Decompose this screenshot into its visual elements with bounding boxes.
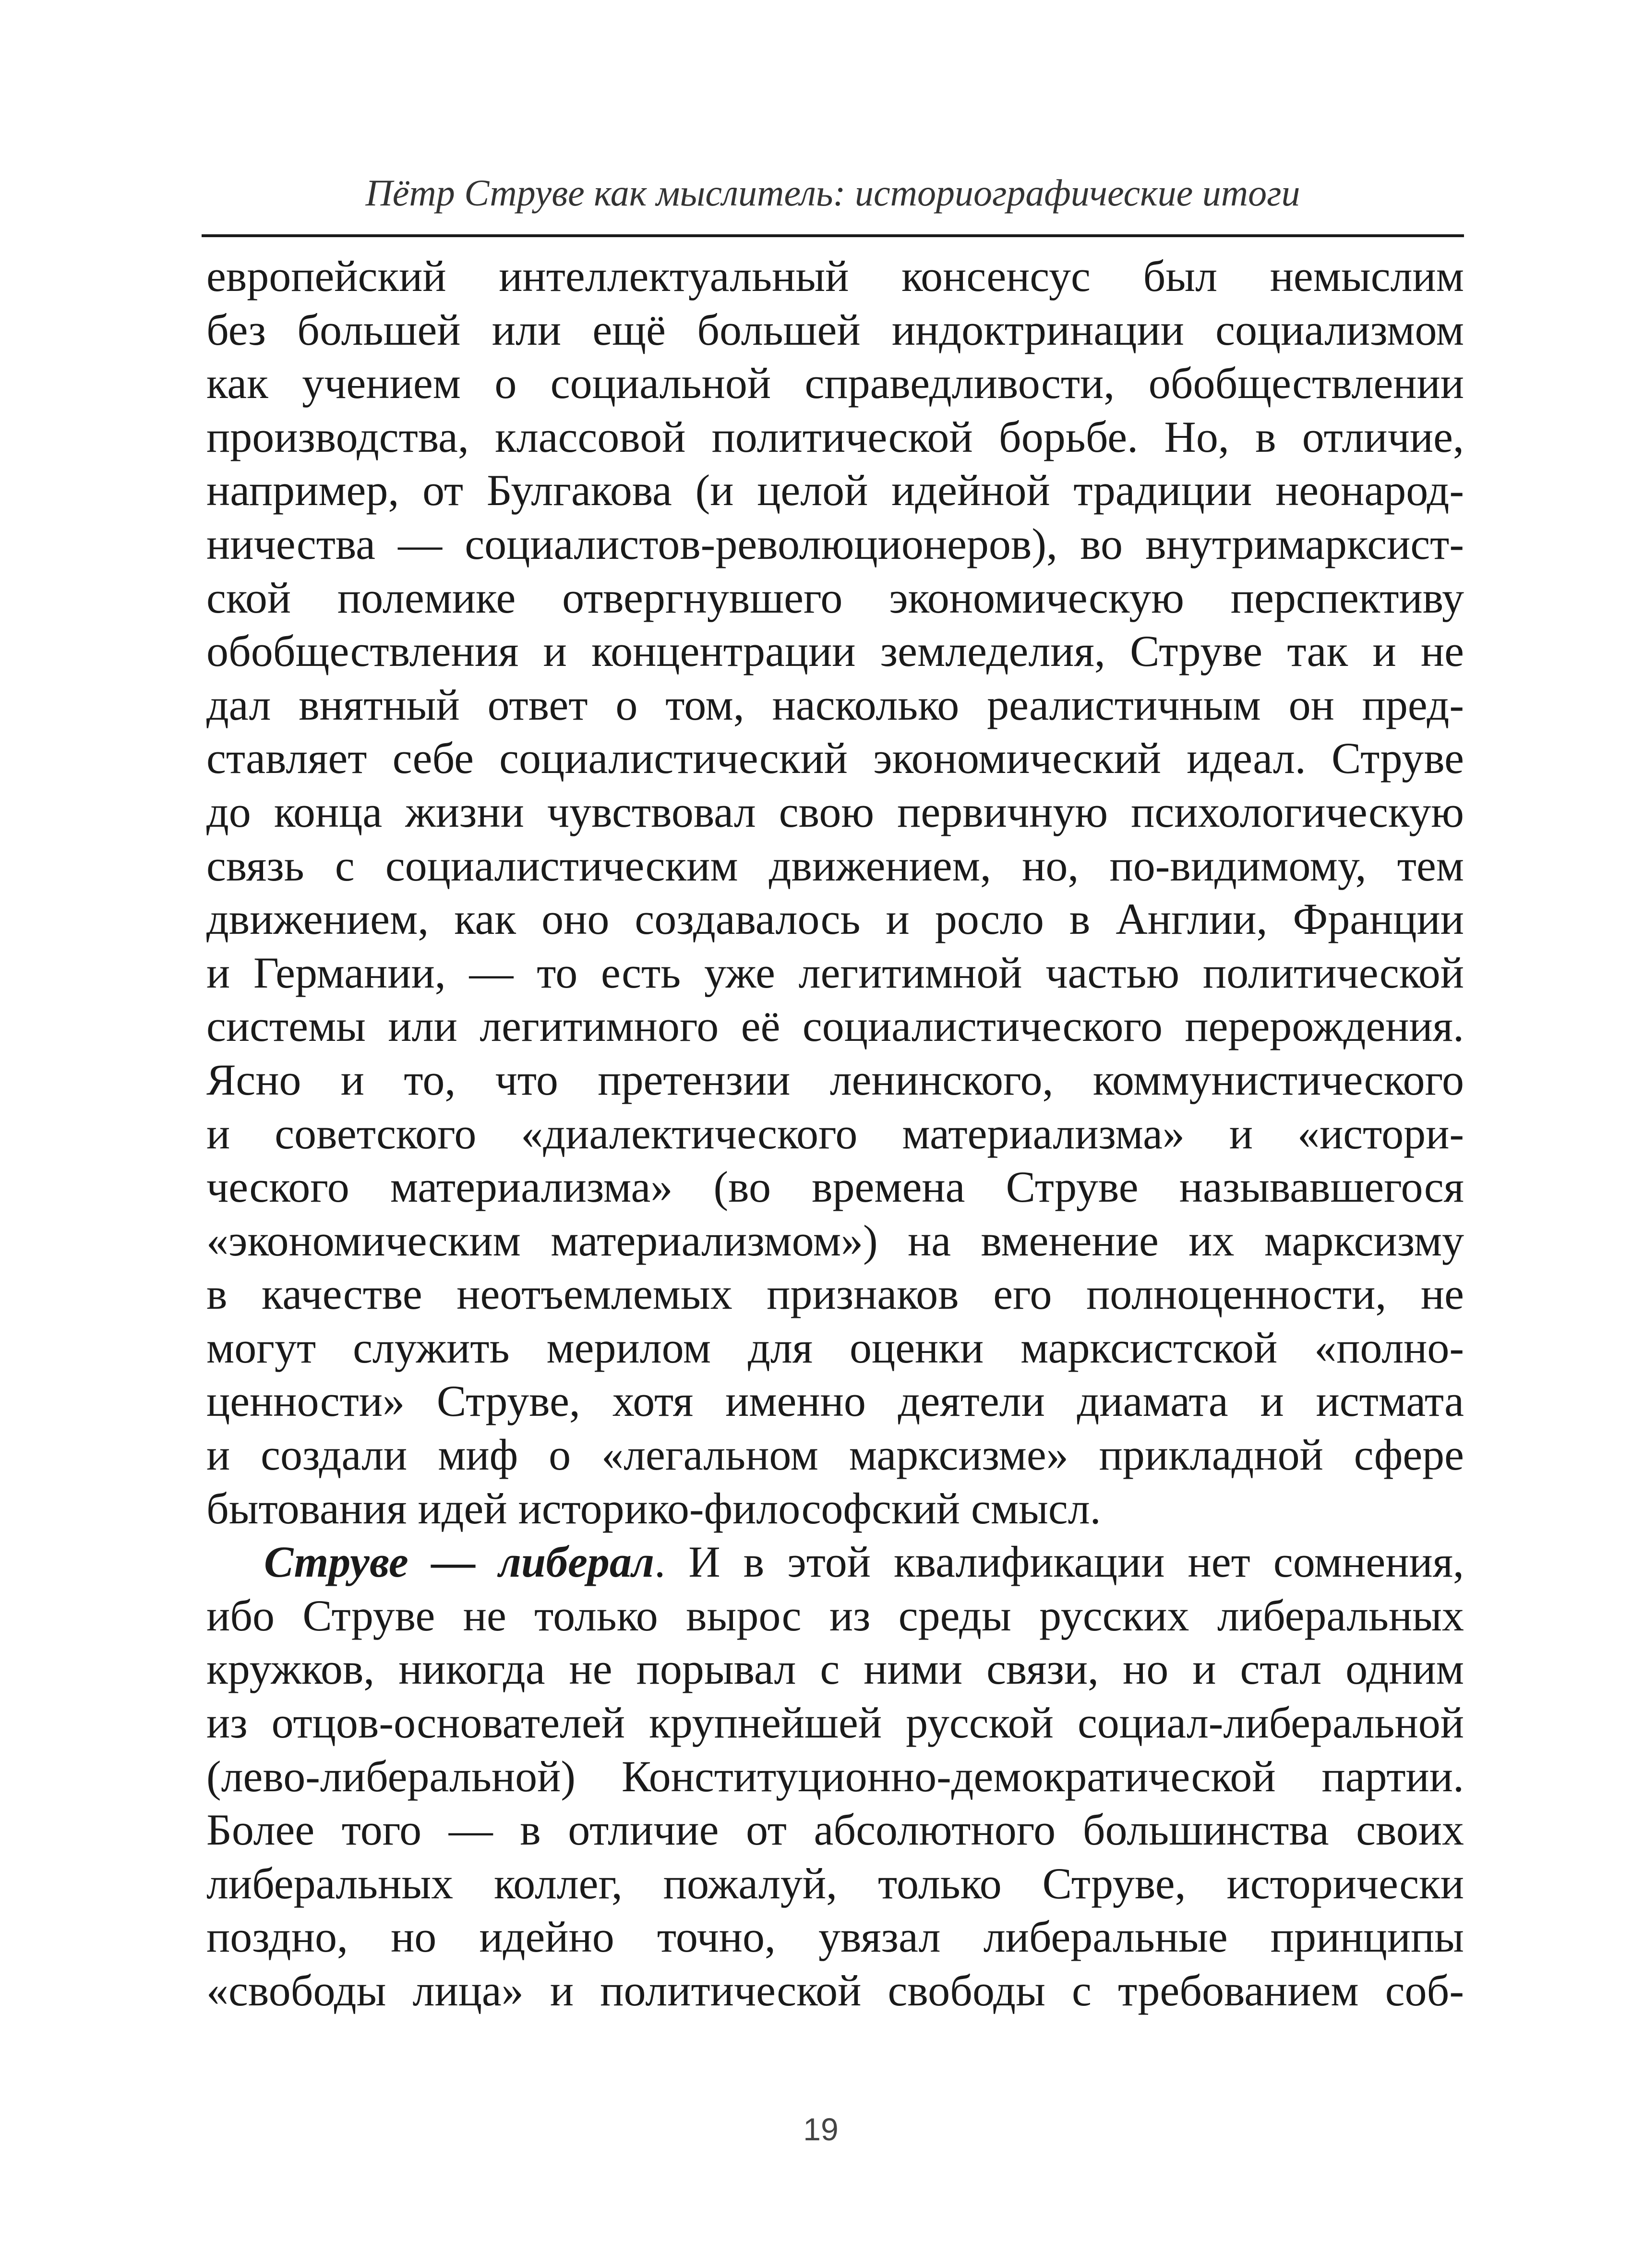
text-line: без большей или ещё большей индоктринации социализмом xyxy=(206,305,1464,354)
paragraph-2 xyxy=(206,1535,1464,2017)
text-line: «свободы лица» и политической свободы с требованием соб- xyxy=(206,1966,1464,2015)
text-line: производства, классовой политической борьбе. Но, в отличие, xyxy=(206,412,1464,461)
section-lead: Струве — либерал xyxy=(264,1537,655,1587)
text-line: «экономическим материализмом») на вменение их марксизму xyxy=(206,1216,1464,1265)
text-line: системы или легитимного её социалистического перерождения. xyxy=(206,1001,1464,1051)
text-line: обобществления и концентрации земледелия, Струве так и не xyxy=(206,627,1464,676)
text-line: ской полемике отвергнувшего экономическую перспективу xyxy=(206,573,1464,622)
text-line: поздно, но идейно точно, увязал либеральные принципы xyxy=(206,1912,1464,1962)
text-line: ческого материализма» (во времена Струве называвшегося xyxy=(206,1162,1464,1212)
text-line: дал внятный ответ о том, насколько реалистичным он пред- xyxy=(206,680,1464,729)
text-line: и создали миф о «легальном марксизме» прикладной сфере xyxy=(206,1430,1464,1480)
text-line: и советского «диалектического материализма» и «истори- xyxy=(206,1109,1464,1158)
text-line: европейский интеллектуальный консенсус был немыслим xyxy=(206,252,1464,301)
page-number: 19 xyxy=(803,2111,839,2147)
text-line: ничества — социалистов-революционеров), во внутримарксист- xyxy=(206,519,1464,568)
text-line: либеральных коллег, пожалуй, только Струве, исторически xyxy=(206,1858,1464,1908)
text-line: кружков, никогда не порывал с ними связи, но и стал одним xyxy=(206,1644,1464,1694)
paragraph-1 xyxy=(206,250,1464,1535)
text-line: как учением о социальной справедливости, обобществлении xyxy=(206,359,1464,408)
text-line: могут служить мерилом для оценки марксистской «полно- xyxy=(206,1323,1464,1372)
text-line xyxy=(206,1535,1464,1589)
text-line: Ясно и то, что претензии ленинского, коммунистического xyxy=(206,1055,1464,1104)
text-line: ставляет себе социалистический экономический идеал. Струве xyxy=(206,734,1464,783)
lead-line-text: . И в этой квалификации нет сомнения, xyxy=(654,1537,1464,1587)
text-line: и Германии, — то есть уже легитимной частью политической xyxy=(206,948,1464,997)
running-head: Пётр Струве как мыслитель: историографические итоги xyxy=(365,172,1300,214)
text-line: бытования идей историко-философский смысл. xyxy=(206,1484,1101,1533)
text-line: в качестве неотъемлемых признаков его полноценности, не xyxy=(206,1269,1464,1319)
text-line: движением, как оно создавалось и росло в Англии, Франции xyxy=(206,894,1464,944)
text-line: ценности» Струве, хотя именно деятели диамата и истмата xyxy=(206,1376,1464,1426)
text-line: ибо Струве не только вырос из среды русских либеральных xyxy=(206,1591,1464,1640)
text-line: из отцов-основателей крупнейшей русской социал-либеральной xyxy=(206,1698,1464,1748)
body-text xyxy=(206,250,1464,2018)
text-line: Более того — в отличие от абсолютного большинства своих xyxy=(206,1805,1464,1855)
text-line: связь с социалистическим движением, но, по-видимому, тем xyxy=(206,841,1464,890)
text-line: (лево-либеральной) Конституционно-демократической партии. xyxy=(206,1751,1464,1801)
header-rule xyxy=(202,234,1464,237)
text-line: до конца жизни чувствовал свою первичную психологическую xyxy=(206,787,1464,836)
text-line: например, от Булгакова (и целой идейной традиции неонарод- xyxy=(206,466,1464,515)
